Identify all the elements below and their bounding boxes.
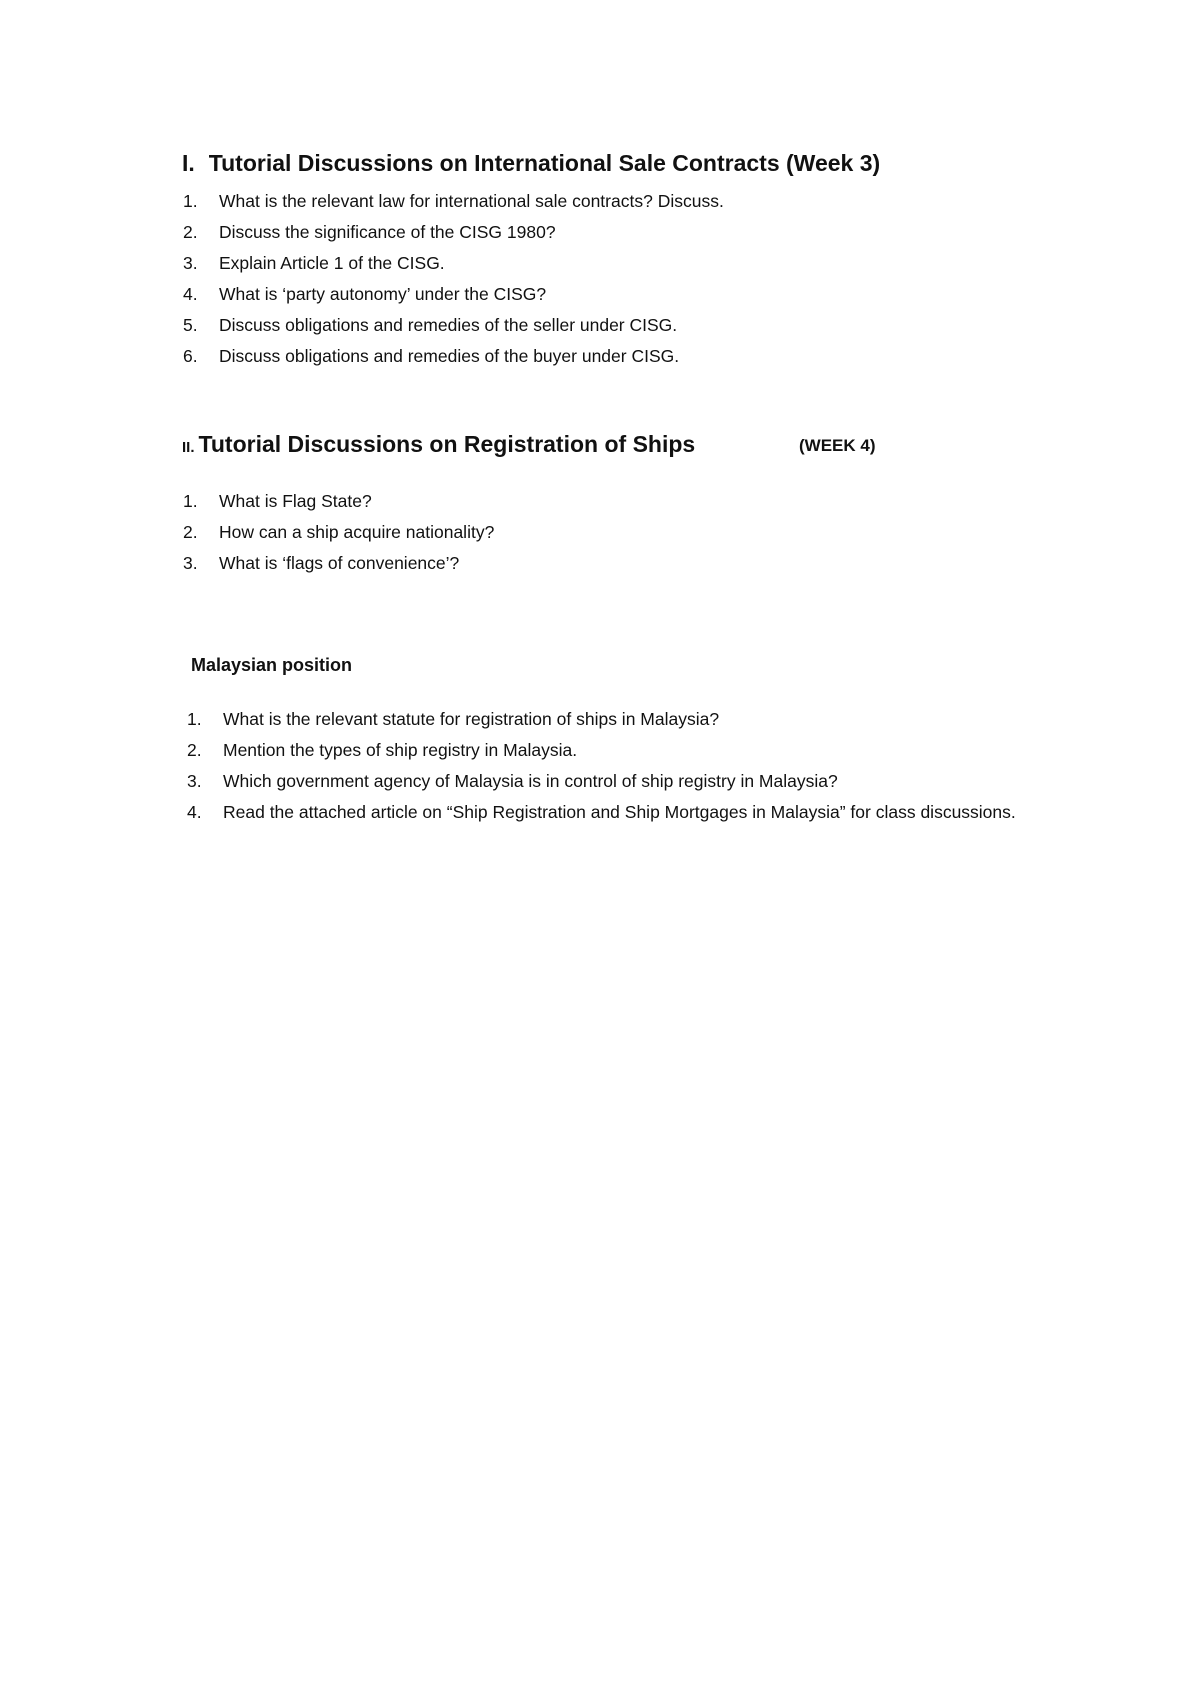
- list-item-number: 5.: [183, 315, 198, 335]
- list-item-text: What is Flag State?: [219, 491, 372, 511]
- section-2-title: Tutorial Discussions on Registration of Ships: [198, 431, 696, 457]
- list-item: [183, 186, 724, 217]
- list-item: [187, 704, 1043, 735]
- malaysian-position-list: [187, 704, 1043, 828]
- list-item-number: 1.: [183, 191, 198, 211]
- list-item: [183, 279, 724, 310]
- list-item-number: 3.: [183, 253, 198, 273]
- list-item: [183, 341, 724, 372]
- list-item-number: 1.: [187, 709, 202, 729]
- list-item: [183, 486, 494, 517]
- section-1-list: [183, 186, 724, 372]
- list-item-number: 3.: [187, 771, 202, 791]
- list-item: [183, 217, 724, 248]
- section-2-number: II.: [182, 439, 195, 456]
- list-item: [183, 548, 494, 579]
- list-item: [187, 735, 1043, 766]
- list-item: [183, 517, 494, 548]
- list-item-text: Which government agency of Malaysia is in control of ship registry in Malaysia?: [223, 771, 838, 791]
- list-item: [183, 248, 724, 279]
- list-item-number: 4.: [183, 284, 198, 304]
- section-1-heading: [182, 150, 880, 177]
- list-item-number: 3.: [183, 553, 198, 573]
- list-item: [183, 310, 724, 341]
- list-item-number: 2.: [187, 740, 202, 760]
- list-item-text: What is the relevant law for international sale contracts? Discuss.: [219, 191, 724, 211]
- list-item-text: Discuss the significance of the CISG 1980?: [219, 222, 556, 242]
- list-item-text: Read the attached article on “Ship Registration and Ship Mortgages in Malaysia” for class discussions.: [223, 802, 1016, 822]
- list-item-text: What is ‘flags of convenience’?: [219, 553, 460, 573]
- section-2-week: (WEEK 4): [799, 436, 876, 455]
- list-item-text: What is ‘party autonomy’ under the CISG?: [219, 284, 547, 304]
- section-1-title: Tutorial Discussions on International Sale Contracts (Week 3): [208, 150, 881, 176]
- list-item-text: Explain Article 1 of the CISG.: [219, 253, 445, 273]
- list-item-text: Discuss obligations and remedies of the seller under CISG.: [219, 315, 678, 335]
- list-item-text: Discuss obligations and remedies of the buyer under CISG.: [219, 346, 680, 366]
- list-item-number: 2.: [183, 222, 198, 242]
- list-item-number: 4.: [187, 802, 202, 822]
- list-item-text: Mention the types of ship registry in Malaysia.: [223, 740, 578, 760]
- list-item: [187, 766, 1043, 797]
- list-item-number: 2.: [183, 522, 198, 542]
- section-2-heading: [182, 431, 876, 458]
- list-item: [187, 797, 1043, 828]
- section-2-list: [183, 486, 494, 579]
- section-1-number: I.: [182, 150, 195, 176]
- list-item-text: How can a ship acquire nationality?: [219, 522, 495, 542]
- malaysian-position-heading: Malaysian position: [191, 655, 353, 675]
- list-item-text: What is the relevant statute for registration of ships in Malaysia?: [223, 709, 720, 729]
- list-item-number: 6.: [183, 346, 198, 366]
- list-item-number: 1.: [183, 491, 198, 511]
